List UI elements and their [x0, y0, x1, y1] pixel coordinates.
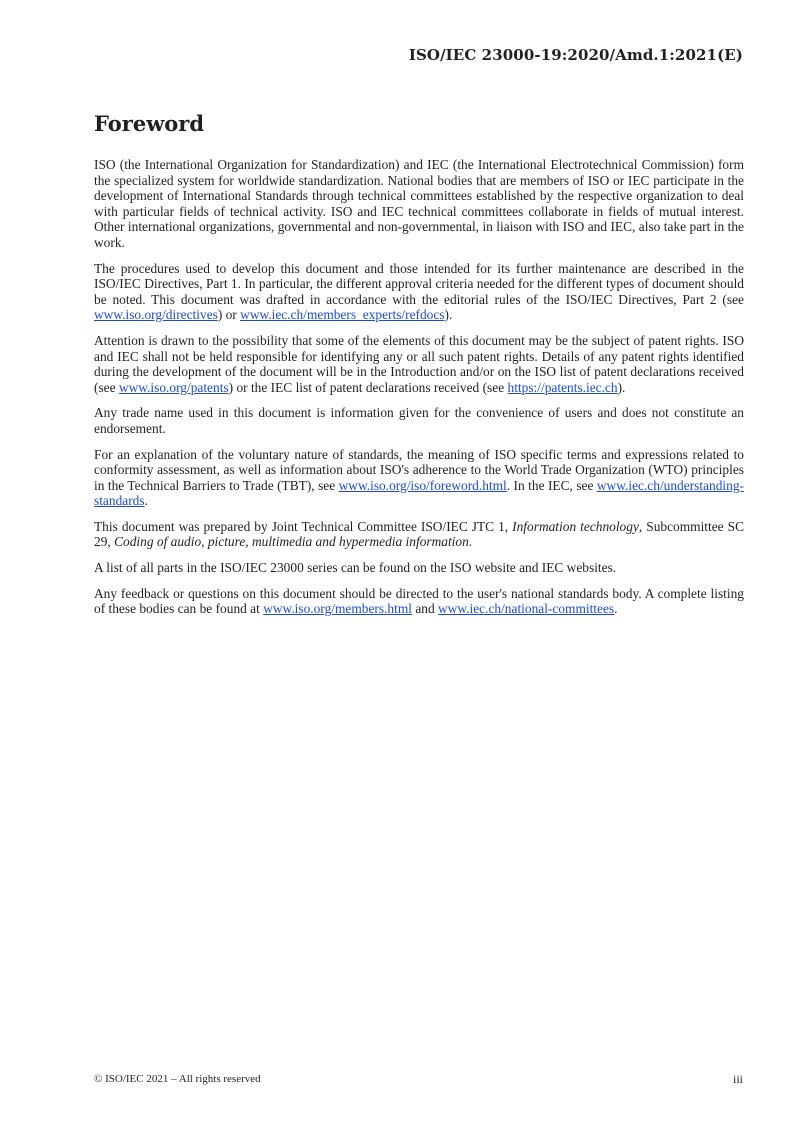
- paragraph-voluntary-nature: [94, 447, 744, 509]
- iec-understanding-standards-link[interactable]: www.iec.ch/understanding-standards: [94, 477, 744, 509]
- paragraph-text: Any feedback or questions on this document should be directed to the user's national standards body. A complete listing of these bodies can be found at: [94, 585, 744, 617]
- paragraph-feedback: [94, 586, 744, 617]
- paragraph-text: .: [144, 493, 148, 509]
- paragraph-iso-iec-intro: ISO (the International Organization for Standardization) and IEC (the International Electrotechnical Commission) form the specialized system for worldwide standardization. National bodies that are members of ISO or IEC participate in the development of International Standards through technical committees established by the respective organization to deal with particular fields of technical activity. ISO and IEC technical committees collaborate in fields of mutual interest. Other international organizations, governmental and non-governmental, in liaison with ISO and IEC, also take part in the work.: [94, 157, 744, 250]
- iso-members-link[interactable]: www.iso.org/members.html: [263, 601, 412, 617]
- paragraph-text: , Subcommittee SC 29,: [94, 518, 745, 550]
- paragraph-procedures: [94, 261, 744, 323]
- paragraph-text: The procedures used to develop this document and those intended for its further maintenance are described in the ISO/IEC Directives, Part 1. In particular, the different approval criteria needed for the different types of document should be noted. This document was drafted in accordance with the editorial rules of the ISO/IEC Directives, Part 2 (see: [94, 260, 744, 307]
- paragraph-text: This document was prepared by Joint Technical Committee ISO/IEC JTC 1,: [94, 518, 513, 534]
- paragraph-text: Attention is drawn to the possibility that some of the elements of this document may be the subject of patent rights. ISO and IEC shall not be held responsible for identifying any or all such patent rights. Details of any patent rights identified during the development of the document will be in the Introduction and/or on the ISO list of patent declarations received (see: [94, 332, 744, 395]
- iso-foreword-link[interactable]: www.iso.org/iso/foreword.html: [338, 477, 507, 493]
- subcommittee-name: Coding of audio, picture, multimedia and hypermedia information: [114, 534, 469, 550]
- paragraph-text: .: [614, 601, 618, 617]
- paragraph-trade-name: Any trade name used in this document is information given for the convenience of users and does not constitute an endorsement.: [94, 405, 744, 436]
- iec-national-committees-link[interactable]: www.iec.ch/national-committees: [438, 601, 615, 617]
- paragraph-committee: [94, 519, 744, 550]
- document-id-header: ISO/IEC 23000-19:2020/Amd.1:2021(E): [408, 46, 743, 64]
- committee-name: Information technology: [512, 518, 639, 534]
- paragraph-text: ).: [444, 307, 453, 323]
- paragraph-series-list: A list of all parts in the ISO/IEC 23000 series can be found on the ISO website and IEC websites.: [94, 560, 617, 576]
- iec-refdocs-link[interactable]: www.iec.ch/members_experts/refdocs: [240, 307, 445, 323]
- paragraph-text: ).: [617, 379, 626, 395]
- paragraph-patents: [94, 333, 744, 395]
- paragraph-text: ) or: [217, 307, 241, 323]
- iso-directives-link[interactable]: www.iso.org/directives: [94, 307, 218, 323]
- copyright-notice: © ISO/IEC 2021 – All rights reserved: [94, 1073, 261, 1085]
- foreword-body: [94, 157, 744, 627]
- paragraph-text: . In the IEC, see: [506, 477, 597, 493]
- paragraph-text: and: [411, 601, 438, 617]
- page-number: iii: [732, 1072, 743, 1086]
- page-title: Foreword: [94, 111, 205, 136]
- iso-patents-link[interactable]: www.iso.org/patents: [118, 379, 229, 395]
- paragraph-text: ) or the IEC list of patent declarations received (see: [228, 379, 508, 395]
- paragraph-text: For an explanation of the voluntary nature of standards, the meaning of ISO specific terms and expressions related to conformity assessment, as well as information about ISO's adherence to the World Trade Organization (WTO) principles in the Technical Barriers to Trade (TBT), see: [94, 446, 744, 493]
- iec-patents-link[interactable]: https://patents.iec.ch: [507, 379, 618, 395]
- paragraph-text: .: [468, 534, 473, 550]
